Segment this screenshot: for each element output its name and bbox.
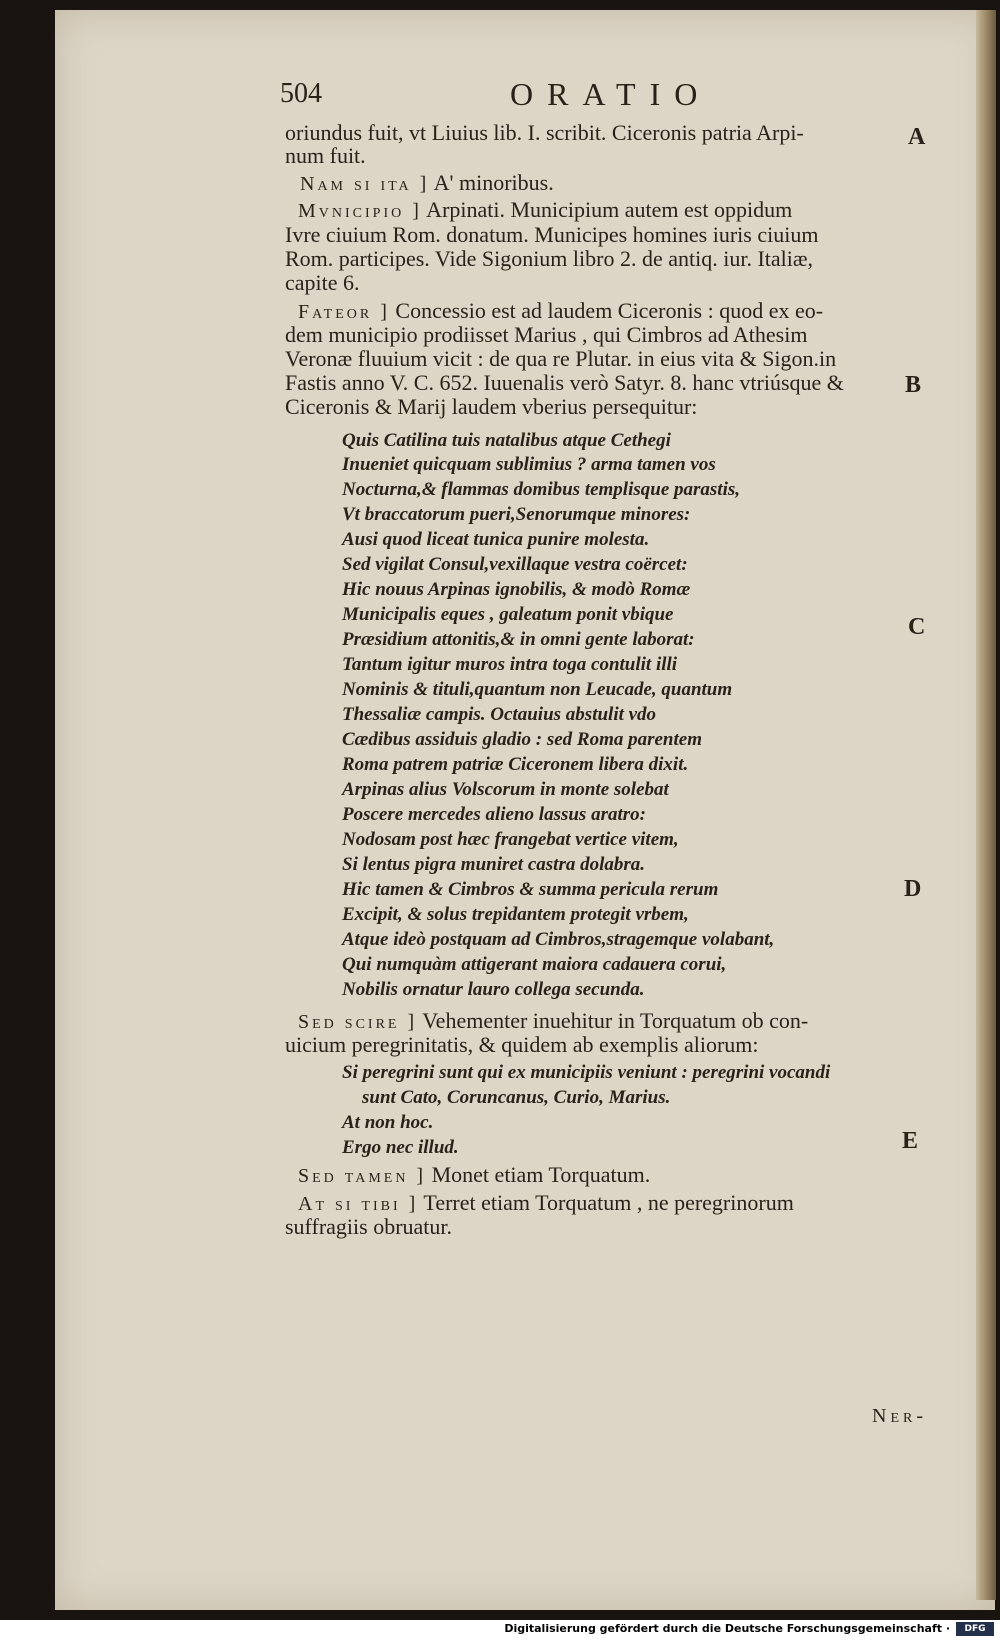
page-number: 504 bbox=[280, 78, 322, 109]
text-line: capite 6. bbox=[285, 270, 360, 295]
text-line: Veronæ fluuium vicit : de qua re Plutar. in eius vita & Sigon.in bbox=[285, 346, 837, 371]
verse-line: Qui numquàm attigerant maiora cadauera corui, bbox=[342, 954, 727, 975]
lemma: Mvnicipio ] bbox=[298, 200, 422, 222]
verse-line: Si lentus pigra muniret castra dolabra. bbox=[342, 854, 646, 875]
margin-letter-e: E bbox=[902, 1128, 919, 1154]
lemma: At si tibi ] bbox=[298, 1193, 419, 1215]
verse-line: Municipalis eques , galeatum ponit vbique bbox=[342, 604, 674, 625]
text-line: Ivre ciuium Rom. donatum. Municipes homines iuris ciuium bbox=[285, 222, 819, 247]
text-line: num fuit. bbox=[285, 143, 366, 168]
lemma-line bbox=[298, 1190, 958, 1217]
verse-line: At non hoc. bbox=[342, 1112, 434, 1133]
margin-letter-a: A bbox=[908, 124, 926, 150]
verse-line: Hic nouus Arpinas ignobilis, & modò Romæ bbox=[342, 579, 691, 600]
commentary-text: Vehementer inuehitur in Torquatum ob con- bbox=[417, 1008, 809, 1033]
lemma-line bbox=[298, 1162, 958, 1189]
verse-line: Excipit, & solus trepidantem protegit vrbem, bbox=[342, 904, 689, 925]
lemma: Fateor ] bbox=[298, 301, 390, 323]
lemma: Sed tamen ] bbox=[298, 1165, 427, 1187]
lemma: Nam si ita ] bbox=[300, 173, 430, 195]
verse-line: Roma patrem patriæ Ciceronem libera dixit. bbox=[342, 754, 689, 775]
verse-line: Nodosam post hæc frangebat vertice vitem, bbox=[342, 829, 679, 850]
lemma-line bbox=[298, 1008, 958, 1035]
page-header bbox=[280, 78, 840, 118]
verse-line: Nobilis ornatur lauro collega secunda. bbox=[342, 979, 645, 1000]
commentary-text: A' minoribus. bbox=[429, 170, 554, 195]
funding-credit: Digitalisierung gefördert durch die Deutsche Forschungsgemeinschaft · bbox=[504, 1622, 950, 1635]
margin-letter-c: C bbox=[908, 614, 926, 640]
commentary-text: Arpinati. Municipium autem est oppidum bbox=[421, 197, 793, 222]
commentary-text: Concessio est ad laudem Ciceronis : quod ex eo- bbox=[389, 298, 824, 323]
verse-line: Præsidium attonitis,& in omni gente laborat: bbox=[342, 629, 695, 650]
text-line: dem municipio prodiisset Marius , qui Cimbros ad Athesim bbox=[285, 322, 808, 347]
margin-letter-b: B bbox=[905, 372, 922, 398]
verse-line: Arpinas alius Volscorum in monte solebat bbox=[342, 779, 669, 800]
verse-line: Tantum igitur muros intra toga contulit illi bbox=[342, 654, 678, 675]
verse-line: Vt braccatorum pueri,Senorumque minores: bbox=[342, 504, 691, 525]
lemma: Sed scire ] bbox=[298, 1011, 418, 1033]
commentary-text: Monet etiam Torquatum. bbox=[426, 1162, 651, 1187]
commentary-text: Terret etiam Torquatum , ne peregrinorum bbox=[418, 1190, 794, 1215]
dfg-logo-icon[interactable]: DFG bbox=[956, 1622, 994, 1636]
verse-line: Ergo nec illud. bbox=[342, 1137, 459, 1158]
verse-line: Sed vigilat Consul,vexillaque vestra coërcet: bbox=[342, 554, 688, 575]
verse-line: Nominis & tituli,quantum non Leucade, quantum bbox=[342, 679, 733, 700]
text-line: Fastis anno V. C. 652. Iuuenalis verò Satyr. 8. hanc vtriúsque & bbox=[285, 370, 844, 395]
text-line: uicium peregrinitatis, & quidem ab exemplis aliorum: bbox=[285, 1032, 759, 1057]
catchword: Ner- bbox=[872, 1405, 927, 1427]
verse-line: Quis Catilina tuis natalibus atque Cethegi bbox=[342, 430, 671, 451]
text-line: oriundus fuit, vt Liuius lib. I. scribit. Ciceronis patria Arpi- bbox=[285, 120, 804, 145]
verse-line: Hic tamen & Cimbros & summa pericula rerum bbox=[342, 879, 719, 900]
verse-line: Cædibus assiduis gladio : sed Roma parentem bbox=[342, 729, 702, 750]
text-line: Rom. participes. Vide Sigonium libro 2. de antiq. iur. Italiæ, bbox=[285, 246, 814, 271]
verse-line: Inueniet quicquam sublimius ? arma tamen vos bbox=[342, 454, 716, 475]
lemma-line bbox=[298, 298, 958, 325]
verse-line: Atque ideò postquam ad Cimbros,stragemque volabant, bbox=[342, 929, 775, 950]
text-line: suffragiis obruatur. bbox=[285, 1214, 453, 1239]
running-head: ORATIO bbox=[510, 76, 712, 112]
margin-letter-d: D bbox=[904, 876, 922, 902]
lemma-line bbox=[300, 170, 960, 197]
text-line: Ciceronis & Marij laudem vberius persequitur: bbox=[285, 394, 698, 419]
verse-line: Thessaliæ campis. Octauius abstulit vdo bbox=[342, 704, 657, 725]
verse-line: Nocturna,& flammas domibus templisque parastis, bbox=[342, 479, 740, 500]
verse-line: Si peregrini sunt qui ex municipiis veniunt : peregrini vocandi bbox=[342, 1062, 831, 1083]
verse-line: Poscere mercedes alieno lassus aratro: bbox=[342, 804, 646, 825]
verse-line: Ausi quod liceat tunica punire molesta. bbox=[342, 529, 650, 550]
verse-line: sunt Cato, Coruncanus, Curio, Marius. bbox=[362, 1087, 671, 1108]
lemma-line bbox=[298, 197, 958, 224]
